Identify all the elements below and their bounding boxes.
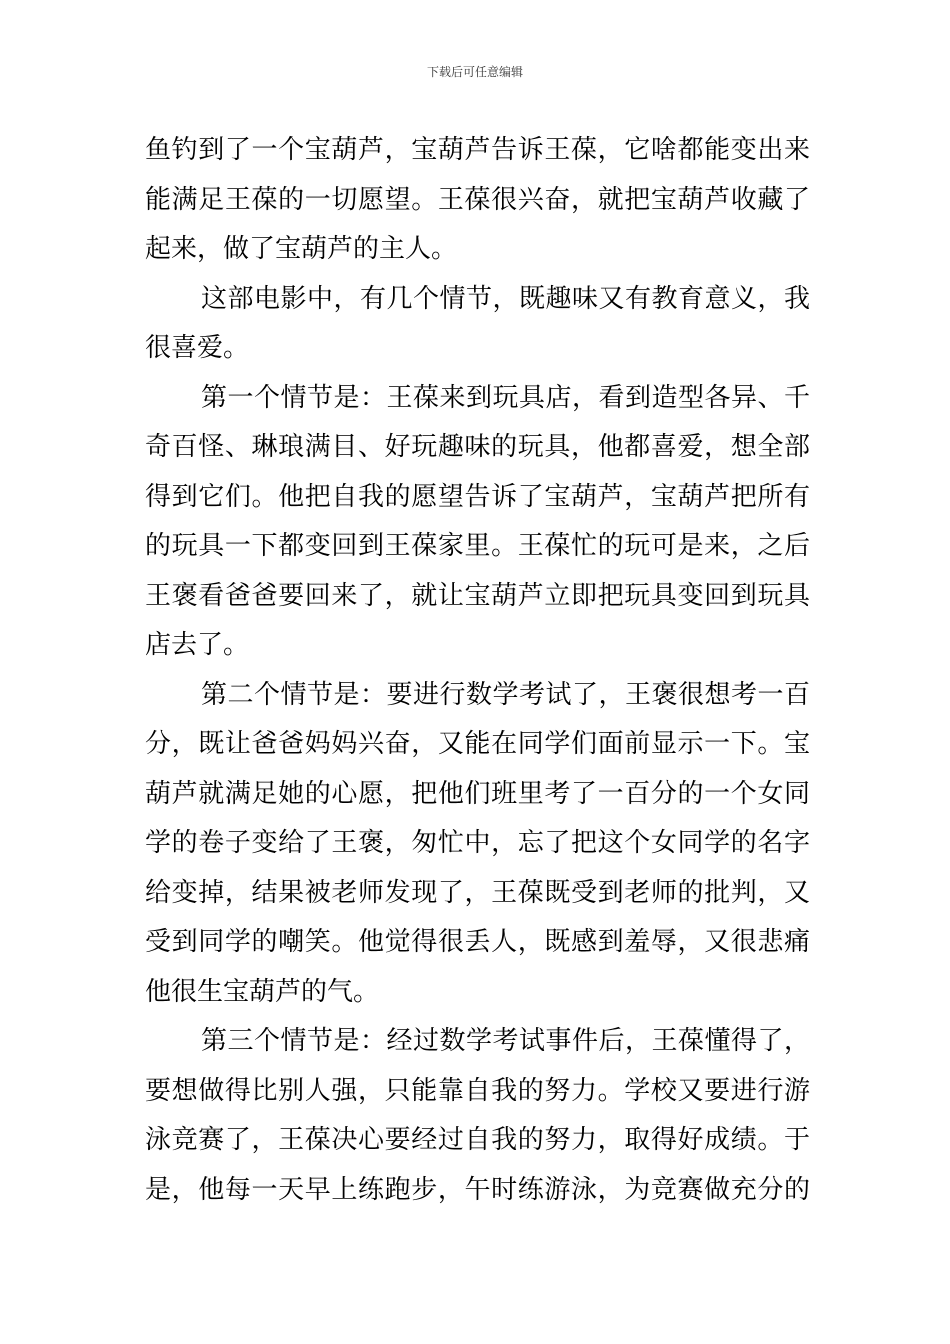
text-line: 要想做得比别人强，只能靠自我的努力。学校又要进行游 [145,1075,810,1106]
text-line: 是，他每一天早上练跑步，午时练游泳，为竞赛做充分的 [145,1174,810,1205]
header-note: 下载后可任意编辑 [426,65,523,79]
document-body [145,126,810,1215]
text-line: 葫芦就满足她的心愿，把他们班里考了一百分的一个女同 [145,778,810,809]
text-line: 奇百怪、琳琅满目、好玩趣味的玩具，他都喜爱，想全部 [145,432,810,462]
text-line: 第一个情节是：王葆来到玩具店，看到造型各异、千 [201,382,810,413]
text-line: 店去了。 [145,630,250,660]
text-line: 第二个情节是：要进行数学考试了，王褒很想考一百 [201,679,810,710]
text-line: 这部电影中，有几个情节，既趣味又有教育意义，我 [201,283,810,314]
text-line: 能满足王葆的一切愿望。王葆很兴奋，就把宝葫芦收藏了 [145,184,810,215]
text-line: 泳竞赛了，王葆决心要经过自我的努力，取得好成绩。于 [145,1125,810,1155]
text-line: 得到它们。他把自我的愿望告诉了宝葫芦，宝葫芦把所有 [145,481,810,512]
text-line: 起来，做了宝葫芦的主人。 [145,234,458,264]
text-line: 第三个情节是：经过数学考试事件后，王葆懂得了， [201,1026,810,1056]
text-line: 受到同学的嘲笑。他觉得很丢人，既感到羞辱，又很悲痛 [145,927,810,957]
text-line: 分，既让爸爸妈妈兴奋，又能在同学们面前显示一下。宝 [145,729,810,759]
text-line: 王褒看爸爸要回来了，就让宝葫芦立即把玩具变回到玩具 [145,580,810,611]
text-line: 他很生宝葫芦的气。 [145,976,380,1007]
text-line: 学的卷子变给了王褒，匆忙中，忘了把这个女同学的名字 [145,828,810,858]
text-line: 给变掉，结果被老师发现了，王葆既受到老师的批判，又 [145,877,810,908]
text-line: 的玩具一下都变回到王葆家里。王葆忙的玩可是来，之后 [145,531,810,561]
text-line: 很喜爱。 [145,333,250,363]
text-line: 鱼钓到了一个宝葫芦，宝葫芦告诉王葆，它啥都能变出来 [145,135,810,165]
